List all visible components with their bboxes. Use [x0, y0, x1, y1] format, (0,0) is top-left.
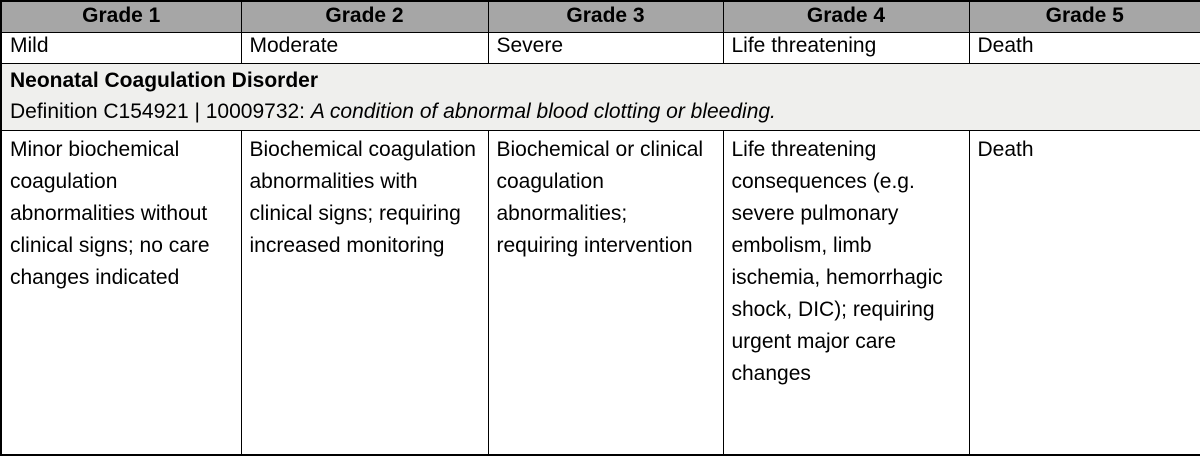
grade-1-description: Minor biochemical coagulation abnormalities without clinical signs; no care changes indicated: [1, 130, 241, 455]
definition-text: A condition of abnormal blood clotting or bleeding.: [310, 99, 776, 123]
grade-1-severity: Mild: [1, 32, 241, 63]
term-definition: [10, 96, 1192, 127]
grade-5-header: Grade 5: [969, 1, 1200, 32]
grade-3-header: Grade 3: [488, 1, 723, 32]
severity-row: [1, 32, 1200, 63]
description-row: [1, 130, 1200, 455]
term-title: Neonatal Coagulation Disorder: [10, 68, 319, 92]
definition-code: Definition C154921 | 10009732:: [10, 99, 306, 123]
term-definition-row: [1, 63, 1200, 130]
grade-4-header: Grade 4: [723, 1, 969, 32]
grade-2-header: Grade 2: [241, 1, 488, 32]
grade-3-description: Biochemical or clinical coagulation abnormalities; requiring intervention: [488, 130, 723, 455]
grade-3-severity: Severe: [488, 32, 723, 63]
grade-2-severity: Moderate: [241, 32, 488, 63]
grade-5-severity: Death: [969, 32, 1200, 63]
grade-2-description: Biochemical coagulation abnormalities with clinical signs; requiring increased monitoring: [241, 130, 488, 455]
grade-header-row: [1, 1, 1200, 32]
grade-4-description: Life threatening consequences (e.g. severe pulmonary embolism, limb ischemia, hemorrhagic shock, DIC); requiring urgent major care changes: [723, 130, 969, 455]
grade-1-header: Grade 1: [1, 1, 241, 32]
term-definition-cell: [1, 63, 1200, 130]
grade-4-severity: Life threatening: [723, 32, 969, 63]
grade-5-description: Death: [969, 130, 1200, 455]
